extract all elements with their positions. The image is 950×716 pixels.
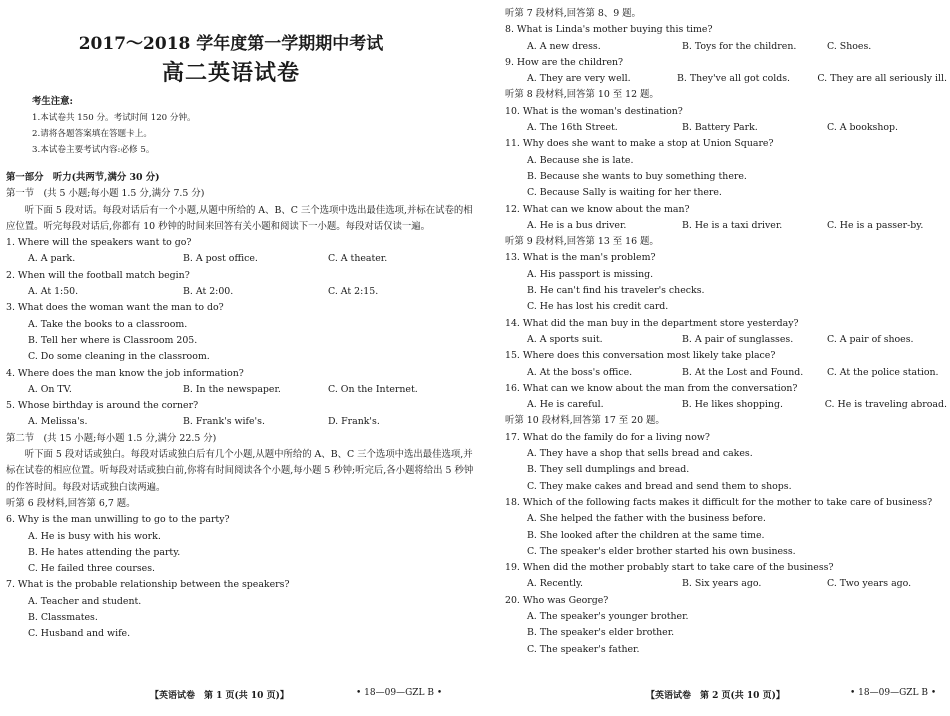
question: 17. What do the family do for a living now? (505, 431, 710, 443)
option: A. His passport is missing. (527, 268, 654, 280)
option: C. He has lost his credit card. (527, 301, 669, 313)
question: 6. Why is the man unwilling to go to the party? (6, 514, 230, 526)
option: B. Frank's wife's. (183, 416, 265, 428)
option: A. Melissa's. (28, 416, 88, 428)
option: B. He is a taxi driver. (682, 219, 783, 231)
option: B. He hates attending the party. (28, 546, 181, 558)
question: 14. What did the man buy in the department store yesterday? (505, 317, 799, 329)
material-heading: 听第 9 段材料,回答第 13 至 16 题。 (505, 236, 659, 248)
option: A. Recently. (527, 578, 583, 590)
option: A. Teacher and student. (28, 595, 142, 607)
option: A. Because she is late. (527, 154, 634, 166)
option: A. A sports suit. (527, 333, 603, 345)
option: C. A theater. (328, 253, 388, 265)
notice-heading: 考生注意: (32, 96, 73, 107)
option: B. They sell dumplings and bread. (527, 464, 690, 476)
option: C. On the Internet. (328, 383, 418, 395)
option: B. He can't find his traveler's checks. (527, 285, 705, 297)
question: 20. Who was George? (505, 594, 609, 606)
page-code: • 18—09—GZL B • (356, 688, 443, 698)
question: 16. What can we know about the man from the conversation? (505, 382, 798, 394)
material-heading: 听第 7 段材料,回答第 8、9 题。 (505, 8, 641, 19)
section-instructions: 听下面 5 段对话或独白。每段对话或独白后有几个小题,从题中所给的 A、B、C 三个选项中选出最佳选项,并标在试卷的相应位置。听每段对话或独白前,你将有时间阅读各个小题,每小题 5 秒钟;听完后,各小题将给出 5 秒钟的作答时间。每段对话或独白读两遍。 (6, 449, 474, 493)
option: B. The speaker's elder brother. (527, 627, 675, 639)
question: 15. Where does this conversation most likely take place? (505, 350, 776, 362)
part-heading: 第一部分 听力(共两节,满分 30 分) (6, 172, 160, 183)
option: B. Battery Park. (682, 122, 758, 134)
question: 5. Whose birthday is around the corner? (6, 400, 199, 412)
option: A. They are very well. (527, 73, 631, 85)
question: 19. When did the mother probably start to take care of the business? (505, 562, 834, 574)
page-footer: 【英语试卷 第 1 页(共 10 页)】 (150, 691, 289, 701)
question: 18. Which of the following facts makes it difficult for the mother to take care of business? (505, 496, 933, 508)
options-row (6, 382, 474, 398)
option: A. Take the books to a classroom. (28, 318, 188, 330)
material-heading: 听第 10 段材料,回答第 17 至 20 题。 (505, 415, 665, 427)
option: B. Classmates. (28, 612, 98, 624)
option: C. Husband and wife. (28, 628, 131, 640)
options-row (505, 120, 947, 136)
question: 1. Where will the speakers want to go? (6, 237, 192, 249)
option: B. Six years ago. (682, 578, 762, 590)
left-page (6, 0, 474, 643)
option: C. Shoes. (827, 40, 872, 52)
options-row (6, 414, 474, 430)
option: B. In the newspaper. (183, 383, 281, 395)
options-row (505, 39, 947, 55)
option: B. She looked after the children at the same time. (527, 529, 765, 541)
option: A. They have a shop that sells bread and cakes. (527, 448, 753, 460)
page-footer: 【英语试卷 第 2 页(共 10 页)】 (646, 691, 785, 701)
option: C. They are all seriously ill. (817, 73, 947, 85)
notice-item: 3.本试卷主要考试内容:必修 5。 (32, 145, 155, 155)
options-row (6, 284, 474, 300)
option: B. He likes shopping. (681, 399, 783, 411)
section-instructions: 听下面 5 段对话。每段对话后有一个小题,从题中所给的 A、B、C 三个选项中选出最佳选项,并标在试卷的相应位置。听完每段对话后,你都有 10 秒钟的时间来回答有关小题和阅读下一小题。每段对话仅读一遍。 (6, 204, 473, 232)
material-heading: 听第 8 段材料,回答第 10 至 12 题。 (505, 89, 659, 101)
option: B. Because she wants to buy something there. (527, 170, 747, 182)
question: 9. How are the children? (505, 56, 624, 68)
option: C. Because Sally is waiting for her there. (527, 187, 722, 199)
option: A. On TV. (28, 383, 72, 395)
question: 4. Where does the man know the job information? (6, 367, 244, 379)
option: C. Do some cleaning in the classroom. (28, 351, 210, 363)
material-heading: 听第 6 段材料,回答第 6,7 题。 (6, 497, 136, 509)
option: B. Toys for the children. (682, 40, 797, 52)
section-heading: 第一节 (共 5 小题;每小题 1.5 分,满分 7.5 分) (6, 188, 205, 200)
option: C. He failed three courses. (28, 563, 156, 575)
option: B. Tell her where is Classroom 205. (28, 334, 198, 346)
section-heading: 第二节 (共 15 小题;每小题 1.5 分,满分 22.5 分) (6, 432, 217, 444)
option: A. At 1:50. (28, 286, 79, 298)
option: A. A park. (28, 253, 76, 265)
options-row (505, 218, 947, 234)
options-row (505, 332, 947, 348)
option: C. A bookshop. (827, 122, 898, 134)
notice-item: 2.请将各题答案填在答题卡上。 (32, 129, 152, 139)
option: C. Two years ago. (827, 578, 912, 590)
right-page (505, 6, 947, 658)
option: A. He is a bus driver. (527, 219, 627, 231)
option: A. The 16th Street. (527, 122, 618, 134)
option: C. They make cakes and bread and send them to shops. (527, 480, 792, 492)
options-row (505, 365, 947, 381)
option: B. At 2:00. (183, 286, 234, 298)
exam-title: 2017～2018 学年度第一学期期中考试 (78, 34, 384, 54)
question: 2. When will the football match begin? (6, 269, 190, 281)
question: 13. What is the man's problem? (505, 252, 656, 264)
options-row (6, 251, 474, 267)
question: 11. Why does she want to make a stop at Union Square? (505, 138, 774, 150)
option: C. He is traveling abroad. (824, 399, 947, 411)
option: C. The speaker's elder brother started his own business. (527, 545, 796, 557)
option: C. At the police station. (827, 366, 939, 378)
question: 3. What does the woman want the man to do? (6, 302, 224, 314)
exam-subtitle: 高二英语试卷 (161, 60, 300, 86)
option: B. A pair of sunglasses. (682, 333, 794, 345)
option: B. They've all got colds. (677, 73, 791, 85)
option: A. A new dress. (527, 40, 601, 52)
notice-item: 1.本试卷共 150 分。考试时间 120 分钟。 (32, 113, 196, 123)
option: C. A pair of shoes. (827, 333, 914, 345)
option: A. The speaker's younger brother. (527, 610, 689, 622)
option: C. The speaker's father. (527, 643, 640, 655)
option: B. A post office. (183, 253, 258, 265)
question: 12. What can we know about the man? (505, 203, 690, 215)
option: B. At the Lost and Found. (682, 366, 804, 378)
options-row (505, 397, 947, 413)
option: D. Frank's. (328, 416, 380, 428)
option: A. He is busy with his work. (28, 530, 161, 542)
option: C. He is a passer-by. (827, 219, 924, 231)
options-row (505, 71, 947, 87)
option: A. She helped the father with the business before. (527, 513, 766, 525)
options-row (505, 576, 947, 592)
option: C. At 2:15. (328, 286, 379, 298)
question: 10. What is the woman's destination? (505, 105, 683, 117)
question: 8. What is Linda's mother buying this time? (505, 24, 713, 36)
page-code: • 18—09—GZL B • (850, 688, 937, 698)
option: A. He is careful. (527, 399, 604, 411)
option: A. At the boss's office. (527, 366, 633, 378)
question: 7. What is the probable relationship between the speakers? (6, 579, 290, 591)
